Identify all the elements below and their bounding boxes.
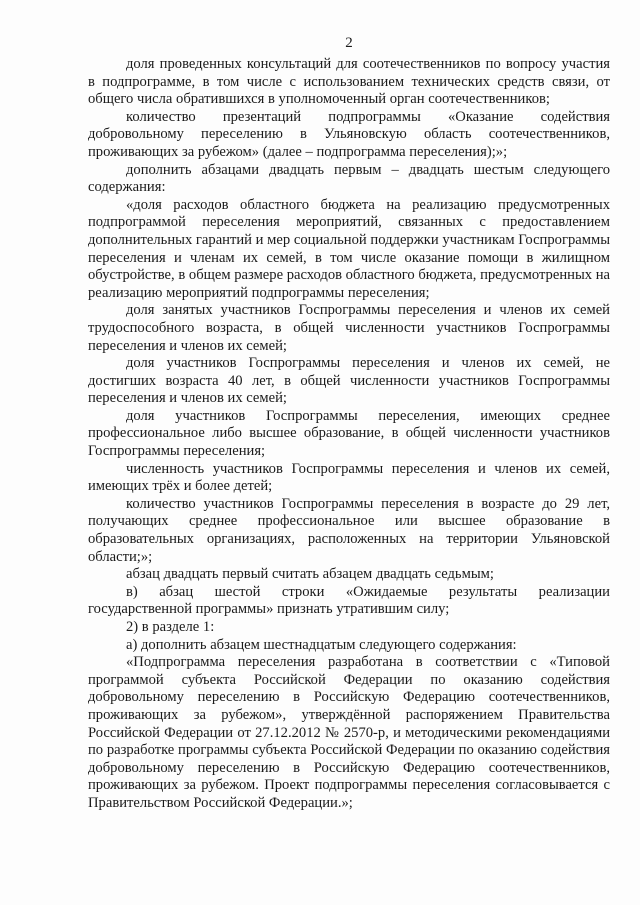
paragraph: 2) в разделе 1: xyxy=(126,619,215,635)
paragraph: «Подпрограмма переселения разработана в соответствии с «Типовой программой субъекта Российской Федерации по оказанию содействия добровольному переселению в Российскую Федерацию соотечественников, проживающих за рубежом», утверждённой распоряжением Правительства Российской Федерации от 27.12.2012 № 2570-р, и методическими рекомендациями по разработке программы субъекта Российской Федерации по оказанию содействия добровольному переселению в Российскую Федерацию соотечественников, проживающих за рубежом. Проект подпрограммы переселения согласовывается с Правительством Российской Федерации.»; xyxy=(88,654,610,811)
paragraph: количество презентаций подпрограммы «Оказание содействия добровольному переселению в Ульяновскую область соотечественников, проживающих за рубежом» (далее – подпрограмма переселения);»; xyxy=(88,108,610,160)
paragraph: в) абзац шестой строки «Ожидаемые результаты реализации государственной программы» признать утратившим силу; xyxy=(88,583,610,618)
paragraph: а) дополнить абзацем шестнадцатым следующего содержания: xyxy=(126,636,517,653)
paragraph: доля участников Госпрограммы переселения и членов их семей, не достигших возраста 40 лет, в общей численности участников Госпрограммы переселения и членов их семей; xyxy=(88,355,610,407)
page-number: 2 xyxy=(345,35,353,51)
paragraph: количество участников Госпрограммы переселения в возрасте до 29 лет, получающих среднее профессиональное или высшее образование в образовательных организациях, расположенных на территории Ульяновской области;»; xyxy=(88,495,610,565)
paragraph: абзац двадцать первый считать абзацем двадцать седьмым; xyxy=(126,566,494,583)
paragraph: «доля расходов областного бюджета на реализацию предусмотренных подпрограммой переселения мероприятий, связанных с предоставлением дополнительных гарантий и мер социальной поддержки участникам Госпрограммы переселения и членам их семей, в том числе оказание помощи в жилищном обустройстве, в общем размере расходов областного бюджета, предусмотренных на реализацию мероприятий подпрограммы переселения; xyxy=(88,196,610,301)
paragraph: доля проведенных консультаций для соотечественников по вопросу участия в подпрограмме, в том числе с использованием технических средств связи, от общего числа обратившихся в уполномоченный орган соотечественников; xyxy=(88,56,610,108)
paragraph: численность участников Госпрограммы переселения и членов их семей, имеющих трёх и более детей; xyxy=(88,460,610,495)
paragraph: дополнить абзацами двадцать первым – двадцать шестым следующего содержания: xyxy=(88,161,610,196)
paragraph: доля участников Госпрограммы переселения, имеющих среднее профессиональное либо высшее образование, в общей численности участников Госпрограммы переселения; xyxy=(88,407,610,460)
paragraph: доля занятых участников Госпрограммы переселения и членов их семей трудоспособного возраста, в общей численности участников Госпрограммы переселения и членов их семей; xyxy=(88,302,610,354)
